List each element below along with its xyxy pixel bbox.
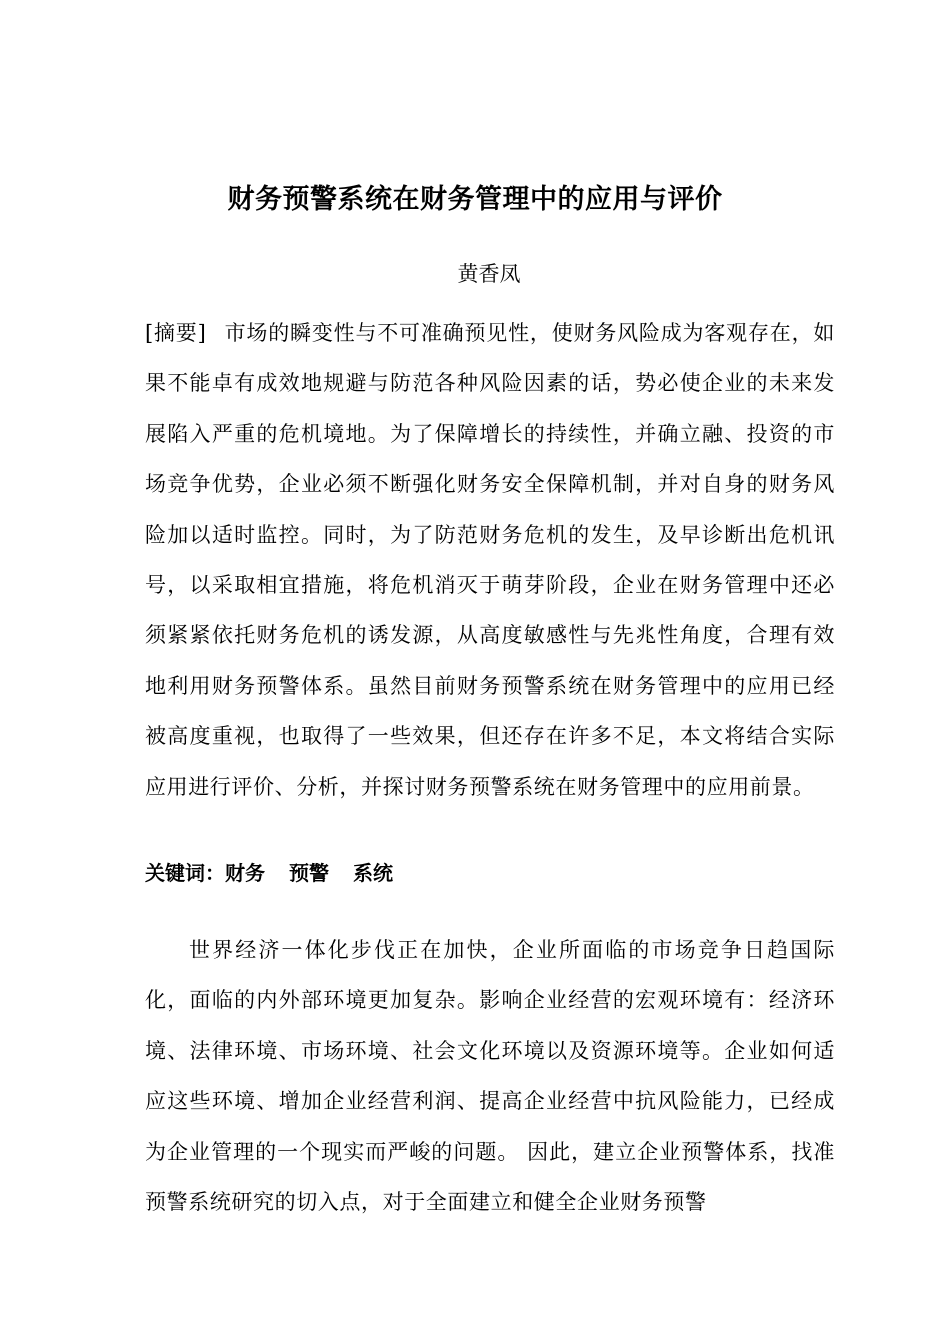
keyword-item: 预警 [289, 861, 329, 885]
author-name: 黄香凤 [457, 262, 521, 286]
keyword-item: 系统 [353, 861, 393, 885]
document-title: 财务预警系统在财务管理中的应用与评价 [227, 184, 723, 215]
abstract-paragraph [145, 308, 835, 812]
abstract-text: 市场的瞬变性与不可准确预见性，使财务风险成为客观存在，如果不能卓有成效地规避与防范各种风险因素的话，势必使企业的未来发展陷入严重的危机境地。为了保障增长的持续性，并确立融、投资的市场竞争优势，企业必须不断强化财务安全保障机制，并对自身的财务风险加以适时监控。同时，为了防范财务危机的发生，及早诊断出危机讯号，以采取相宜措施，将危机消灭于萌芽阶段，企业在财务管理中还必须紧紧依托财务危机的诱发源，从高度敏感性与先兆性角度，合理有效地利用财务预警体系。虽然目前财务预警系统在财务管理中的应用已经被高度重视，也取得了一些效果，但还存在许多不足，本文将结合实际应用进行评价、分析，并探讨财务预警系统在财务管理中的应用前景。 [145, 321, 835, 799]
body-paragraph: 世界经济一体化步伐正在加快，企业所面临的市场竞争日趋国际化，面临的内外部环境更加复杂。影响企业经营的宏观环境有：经济环境、法律环境、市场环境、社会文化环境以及资源环境等。企业如何适应这些环境、增加企业经营利润、提高企业经营中抗风险能力，已经成为企业管理的一个现实而严峻的问题。 因此，建立企业预警体系，找准预警系统研究的切入点，对于全面建立和健全企业财务预警 [145, 938, 835, 1215]
abstract-label: [摘要] [145, 321, 207, 345]
keywords-label: 关键词： [145, 861, 225, 885]
keywords-line [145, 855, 835, 891]
keyword-item: 财务 [225, 861, 265, 885]
